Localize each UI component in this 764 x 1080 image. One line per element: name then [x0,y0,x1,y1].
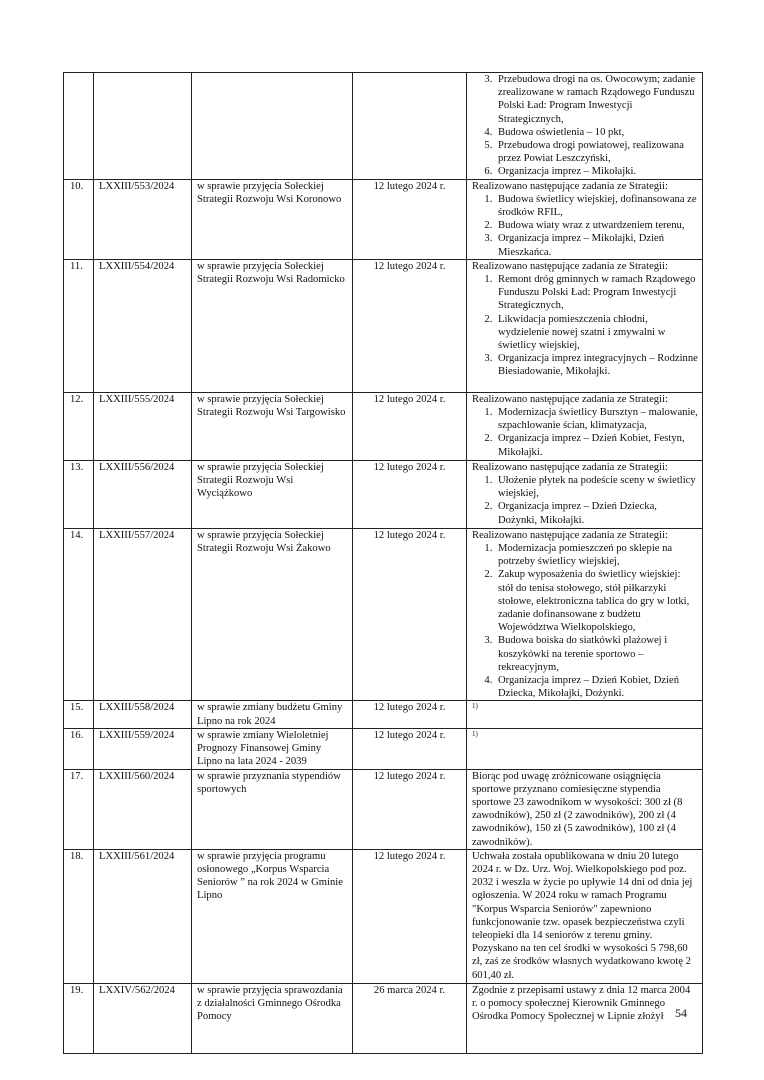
resolution-subject: w sprawie przyjęcia sprawozdania z działalności Gminnego Ośrodka Pomocy [197,984,343,1023]
table-row [64,179,703,259]
resolution-number-cell [94,528,192,701]
row-number: 14. [70,529,84,541]
resolution-number: LXXIII/558/2024 [99,702,175,714]
resolution-subject: w sprawie przyjęcia programu osłonowego „Korpus Wsparcia Seniorów ” na rok 2024 w Gminie Lipno [197,850,343,902]
resolution-date: 12 lutego 2024 r. [373,770,446,782]
subject-cell [192,179,353,259]
row-number: 17. [70,770,84,782]
resolution-number: LXXIV/562/2024 [99,984,175,996]
row-number: 16. [70,729,84,741]
task-item: 3. Budowa boiska do siatkówki plażowej i koszykówki na terenie sportowo – rekreacyjnym, [495,634,698,674]
resolution-subject: w sprawie przyjęcia Sołeckiej Strategii Rozwoju Wsi Żakowo [197,529,331,555]
row-number-cell [64,769,94,849]
table-row [64,460,703,528]
implementation-cell [467,392,703,460]
resolution-number-cell [94,701,192,728]
resolution-date: 12 lutego 2024 r. [373,850,446,862]
task-item: 4. Budowa oświetlenia – 10 pkt, [495,126,698,139]
row-number: 18. [70,850,84,862]
task-item: 2. Likwidacja pomieszczenia chłodni, wydzielenie nowej szatni i zmywalni w świetlicy wiejskiej, [495,313,698,353]
resolutions-table-body [64,73,703,1054]
row-number: 10. [70,180,84,192]
row-number-cell [64,179,94,259]
resolution-subject: w sprawie przyjęcia Sołeckiej Strategii Rozwoju Wsi Koronowo [197,180,342,205]
date-cell [353,460,467,528]
implementation-cell [467,528,703,701]
table-row [64,73,703,180]
row-number: 11. [70,260,83,272]
row-number-cell [64,983,94,1053]
resolution-date: 12 lutego 2024 r. [373,461,446,473]
table-row [64,849,703,983]
task-item: 1. Remont dróg gminnych w ramach Rządowego Funduszu Polski Ład: Program Inwestycji Strategicznych, [495,273,698,313]
implementation-cell [467,769,703,849]
row-number-cell [64,849,94,983]
resolution-number: LXXIII/554/2024 [99,260,175,272]
resolution-date: 12 lutego 2024 r. [373,729,446,741]
table-row [64,528,703,701]
page-number: 54 [675,1006,687,1020]
implementation-cell [467,179,703,259]
table-row [64,769,703,849]
task-item: 1. Budowa świetlicy wiejskiej, dofinansowana ze środków RFIL, [495,193,698,219]
resolution-number: LXXIII/556/2024 [99,461,175,473]
resolution-number-cell [94,983,192,1053]
task-item: 3. Organizacja imprez – Mikołajki, Dzień Mieszkańca. [495,232,698,258]
implementation-text: Zgodnie z przepisami ustawy z dnia 12 marca 2004 r. o pomocy społecznej Kierownik Gminnego Ośrodka Pomocy Społecznej w Lipnie złożył [472,984,691,1023]
task-item: 1. Ułożenie płytek na podeście sceny w świetlicy wiejskiej, [495,474,698,500]
resolution-date: 12 lutego 2024 r. [373,702,446,714]
date-cell [353,769,467,849]
implementation-cell [467,259,703,392]
implementation-cell [467,849,703,983]
subject-cell [192,259,353,392]
table-row [64,392,703,460]
implementation-text: Uchwała została opublikowana w dniu 20 lutego 2024 r. w Dz. Urz. Woj. Wielkopolskiego pod poz. 2032 i weszła w życie po upływie 14 dni od dnia jej ogłoszenia. W 2024 roku w ramach Programu "Korpus Wsparcia Seniorów" zapewniono funkcjonowanie tzw. opasek bezpieczeństwa czyli teleopieki dla 14 seniorów z terenu gminy. Pozyskano na ten cel środki w wysokości 5 798,60 zł, zaś ze środków własnych wydatkowano kwotę 2 601,40 zł. [472,850,693,981]
resolution-number-cell [94,259,192,392]
implementation-cell [467,983,703,1053]
resolution-number-cell [94,73,192,180]
table-row [64,728,703,769]
resolution-subject: w sprawie przyjęcia Sołeckiej Strategii Rozwoju Wsi Targowisko [197,393,346,419]
date-cell [353,728,467,769]
table-row [64,701,703,728]
resolution-number: LXXIII/557/2024 [99,529,175,541]
resolution-number: LXXIII/553/2024 [99,180,175,192]
resolution-number-cell [94,849,192,983]
task-item: 2. Zakup wyposażenia do świetlicy wiejskiej: stół do tenisa stołowego, stół piłkarzyki stołowe, elektroniczna tablica do gry w lotki, zadanie dofinansowane z budżetu Województwa Wielkopolskiego, [495,568,698,634]
resolution-number-cell [94,179,192,259]
subject-cell [192,701,353,728]
task-list [472,73,698,179]
resolution-number: LXXIII/559/2024 [99,729,175,741]
footnote-marker: 1) [472,702,478,711]
task-item: 1. Modernizacja świetlicy Bursztyn – malowanie, szpachlowanie ścian, klimatyzacja, [495,406,698,432]
implementation-cell [467,73,703,180]
subject-cell [192,769,353,849]
row-number-cell [64,701,94,728]
implementation-intro: Realizowano następujące zadania ze Strategii: [472,260,668,272]
task-item: 4. Organizacja imprez – Dzień Kobiet, Dzień Dziecka, Mikołajki, Dożynki. [495,674,698,700]
date-cell [353,983,467,1053]
subject-cell [192,392,353,460]
date-cell [353,259,467,392]
task-item: 3. Organizacja imprez integracyjnych – Rodzinne Biesiadowanie, Mikołajki. [495,352,698,378]
table-row [64,259,703,392]
resolutions-table [63,72,703,1054]
row-number-cell [64,259,94,392]
subject-cell [192,983,353,1053]
date-cell [353,528,467,701]
implementation-cell [467,460,703,528]
subject-cell [192,728,353,769]
row-number: 13. [70,461,84,473]
row-number-cell [64,460,94,528]
implementation-text: Biorąc pod uwagę zróżnicowane osiągnięcia sportowe przyznano comiesięczne stypendia sportowe 23 zawodnikom w wysokości: 300 zł (8 zawodników), 250 zł (2 zawodników), 200 zł (4 zawodników), 150 zł (5 zawodników), 100 zł (4 zawodników). [472,770,683,848]
resolution-number: LXXIII/555/2024 [99,393,175,405]
task-item: 5. Przebudowa drogi powiatowej, realizowana przez Powiat Leszczyński, [495,139,698,165]
resolution-number-cell [94,728,192,769]
implementation-cell [467,701,703,728]
row-number: 12. [70,393,84,405]
subject-cell [192,528,353,701]
date-cell [353,849,467,983]
resolution-number: LXXIII/560/2024 [99,770,175,782]
resolution-number-cell [94,769,192,849]
row-number: 15. [70,702,84,714]
subject-cell [192,849,353,983]
footnote-marker: 1) [472,729,478,738]
row-number-cell [64,73,94,180]
row-number-cell [64,728,94,769]
resolution-number-cell [94,460,192,528]
implementation-intro: Realizowano następujące zadania ze Strategii: [472,529,668,541]
task-list [472,542,698,700]
resolution-subject: w sprawie przyznania stypendiów sportowych [197,770,341,795]
resolution-date: 12 lutego 2024 r. [373,260,446,272]
date-cell [353,392,467,460]
task-item: 3. Przebudowa drogi na os. Owocowym; zadanie zrealizowane w ramach Rządowego Funduszu Polski Ład: Program Inwestycji Strategicznych, [495,73,698,126]
subject-cell [192,460,353,528]
task-list [472,193,698,259]
row-number: 19. [70,984,84,996]
task-list [472,406,698,459]
resolution-subject: w sprawie zmiany budżetu Gminy Lipno na rok 2024 [197,702,343,727]
table-row [64,983,703,1053]
resolution-number: LXXIII/561/2024 [99,850,175,862]
row-number-cell [64,528,94,701]
resolution-subject: w sprawie zmiany Wieloletniej Prognozy Finansowej Gminy Lipno na lata 2024 - 2039 [197,729,329,768]
row-number-cell [64,392,94,460]
task-item: 2. Organizacja imprez – Dzień Dziecka, Dożynki, Mikołajki. [495,500,698,526]
implementation-cell [467,728,703,769]
resolution-date: 12 lutego 2024 r. [373,529,446,541]
implementation-intro: Realizowano następujące zadania ze Strategii: [472,180,668,192]
task-item: 2. Budowa wiaty wraz z utwardzeniem terenu, [495,219,698,232]
task-list [472,474,698,527]
implementation-intro: Realizowano następujące zadania ze Strategii: [472,393,668,405]
date-cell [353,701,467,728]
resolution-number-cell [94,392,192,460]
resolution-date: 12 lutego 2024 r. [373,393,446,405]
resolution-subject: w sprawie przyjęcia Sołeckiej Strategii Rozwoju Wsi Radomicko [197,260,345,286]
subject-cell [192,73,353,180]
date-cell [353,179,467,259]
implementation-intro: Realizowano następujące zadania ze Strategii: [472,461,668,473]
task-item: 1. Modernizacja pomieszczeń po sklepie na potrzeby świetlicy wiejskiej, [495,542,698,568]
task-item: 6. Organizacja imprez – Mikołajki. [495,165,698,178]
task-list [472,273,698,379]
resolution-date: 26 marca 2024 r. [373,984,446,996]
resolution-date: 12 lutego 2024 r. [373,180,446,192]
task-item: 2. Organizacja imprez – Dzień Kobiet, Festyn, Mikołajki. [495,432,698,458]
date-cell [353,73,467,180]
resolution-subject: w sprawie przyjęcia Sołeckiej Strategii Rozwoju Wsi Wyciążkowo [197,461,324,500]
